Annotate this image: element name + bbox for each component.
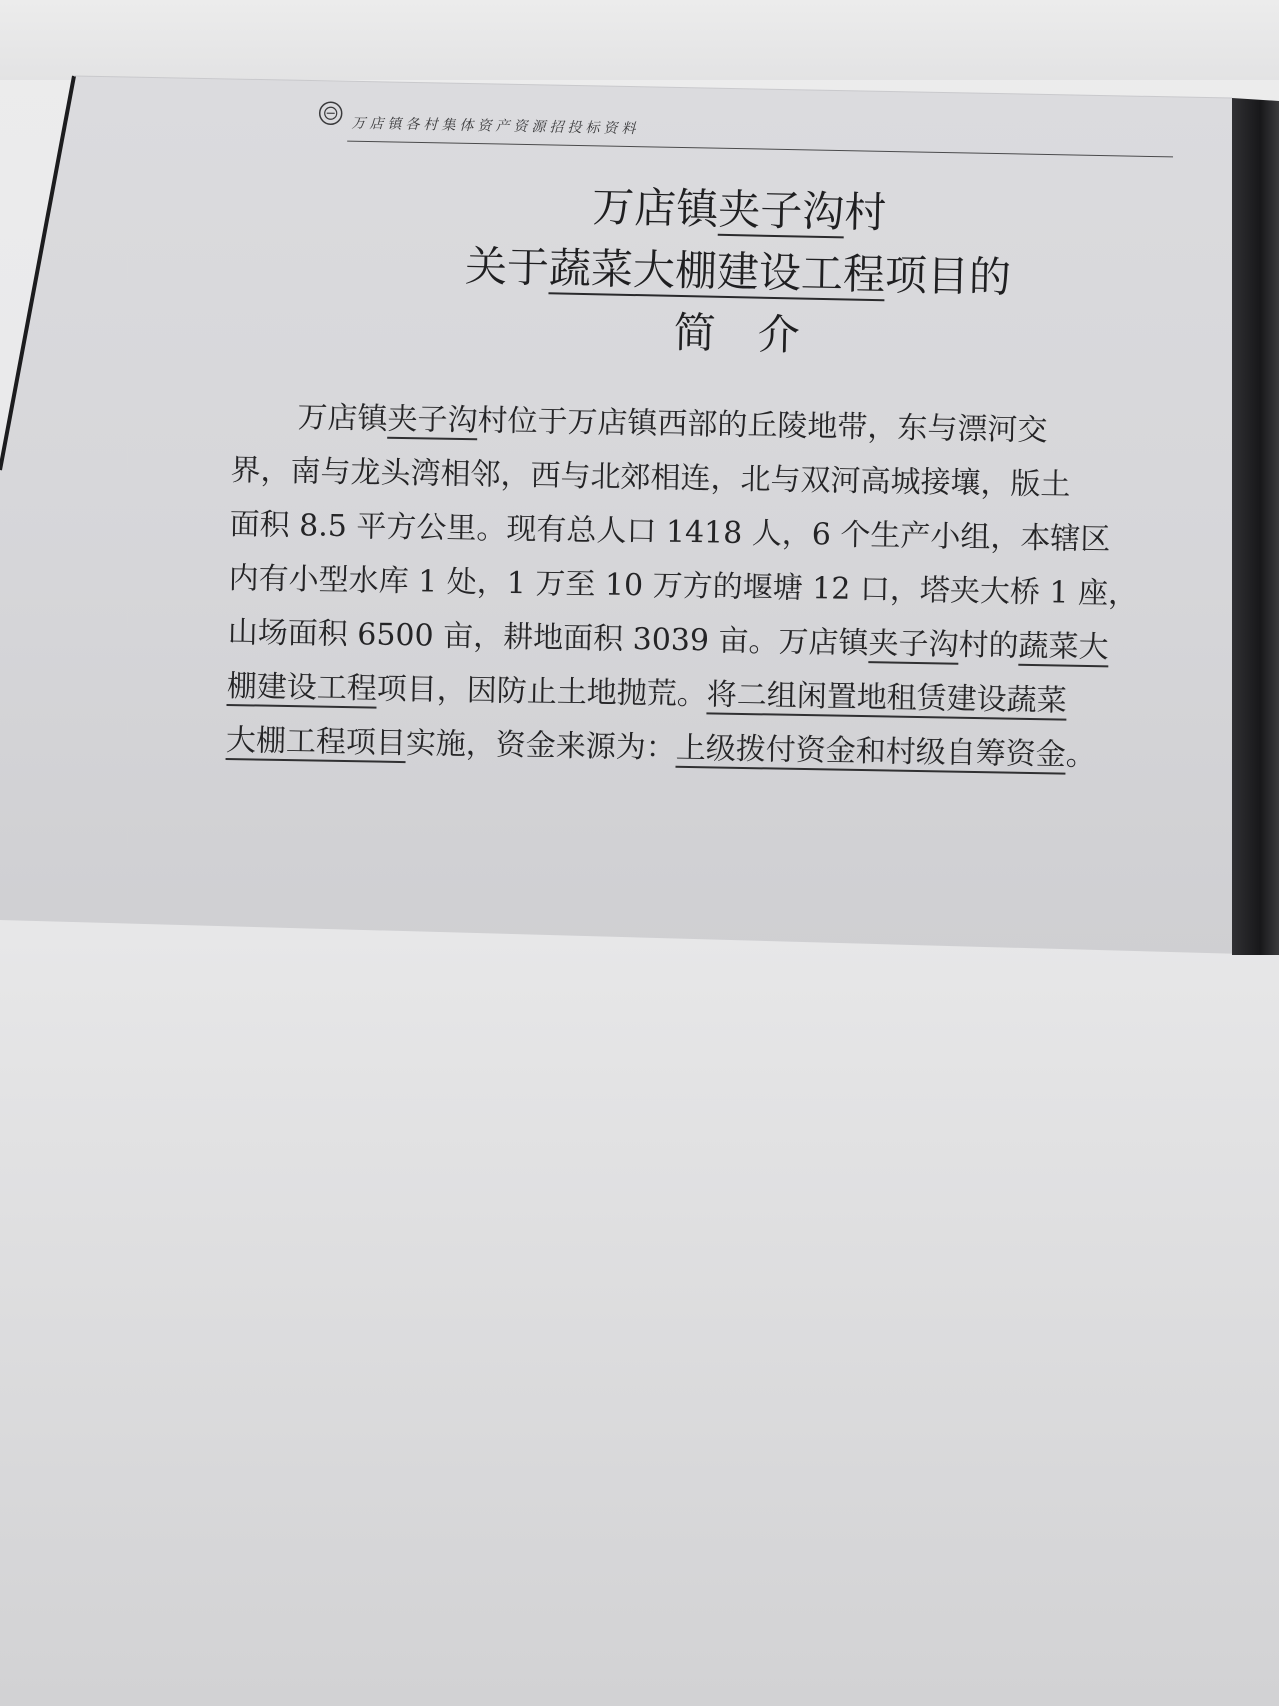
body-line-7: 大棚工程项目实施，资金来源为：上级拨付资金和村级自筹资金。 [225,722,1097,774]
body-line-3: 面积 8.5 平方公里。现有总人口 1418 人，6 个生产小组，本辖区 [229,506,1111,558]
document-title [296,170,1180,374]
background-top [0,0,1279,80]
body-line-2: 界，南与龙头湾相邻，西与北郊相连，北与双河高城接壤，版土 [230,452,1071,503]
emblem-icon [317,100,343,126]
body-line-1: 万店镇夹子沟村位于万店镇西部的丘陵地带，东与漂河交 [297,400,1048,449]
title-line-2: 关于蔬菜大棚建设工程项目的 [464,241,1012,302]
header-title: 万店镇各村集体资产资源招投标资料 [351,115,640,138]
page-binding-edge [1232,98,1279,955]
title-line-1: 万店镇夹子沟村 [591,182,887,238]
body-line-6: 棚建设工程项目，因防止土地抛荒。将二组闲置地租赁建设蔬菜 [226,668,1068,719]
body-line-4: 内有小型水库 1 处，1 万至 10 万方的堰塘 12 口，塔夹大桥 1 座， [228,560,1139,612]
title-line-3: 简 介 [673,307,801,360]
body-line-5: 山场面积 6500 亩，耕地面积 3039 亩。万店镇夹子沟村的蔬菜大 [227,614,1109,666]
body-paragraph [225,390,1191,785]
header-rule [347,141,1173,158]
